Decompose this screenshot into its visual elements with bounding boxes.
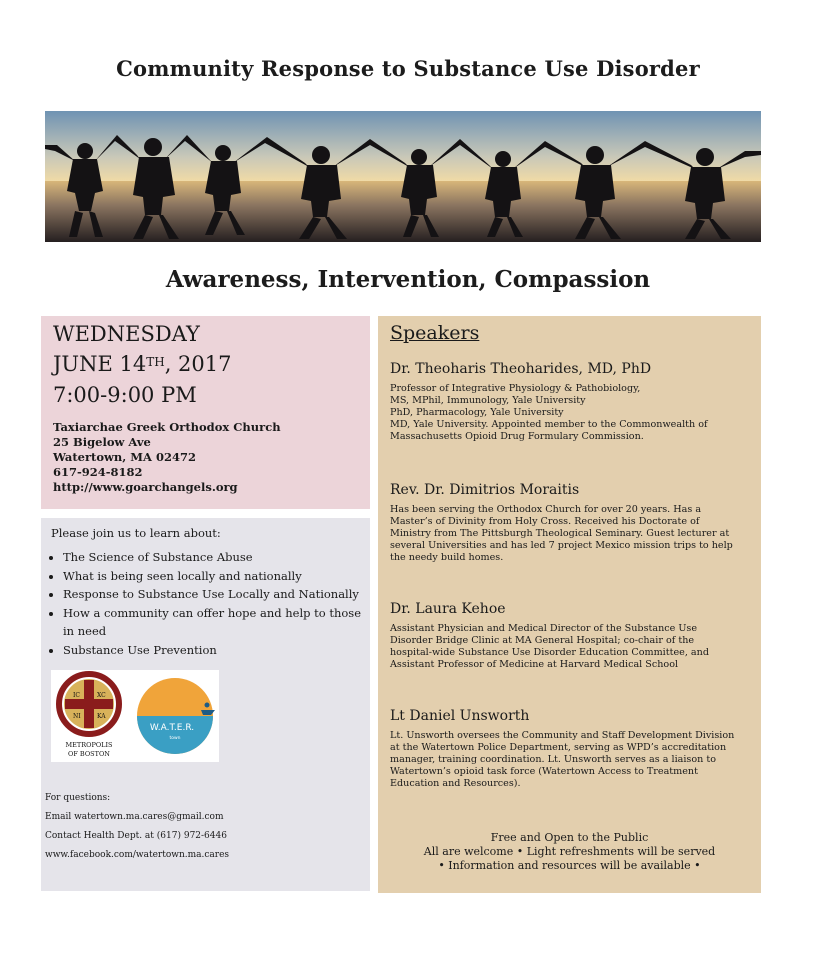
venue-phone: 617-924-8182 — [53, 465, 143, 479]
page-title: Community Response to Substance Use Disorder — [116, 56, 700, 81]
speaker-bio: Assistant Physician and Medical Director of the Substance Use Disorder Bridge Clinic at MA General Hospital; co-chair of the hospital-wide Substance Use Disorder Education Committee, and Assistant Professor of Medicine at Harvard Medical School — [390, 623, 709, 670]
contact-info — [45, 789, 229, 865]
event-details — [41, 316, 370, 509]
venue-street: 25 Bigelow Ave — [53, 435, 151, 449]
speaker-name: Rev. Dr. Dimitrios Moraitis — [390, 482, 580, 498]
svg-text:OF BOSTON: OF BOSTON — [68, 750, 110, 758]
venue-name: Taxiarchae Greek Orthodox Church — [53, 420, 281, 434]
event-day: WEDNESDAY — [53, 322, 200, 346]
water-logo-icon — [137, 678, 215, 754]
venue-address — [53, 420, 281, 495]
contact-email[interactable]: Email watertown.ma.cares@gmail.com — [45, 812, 224, 822]
speaker-bio: Has been serving the Orthodox Church for over 20 years. Has a Master’s of Divinity from Holy Cross. Received his Doctorate of Ministry from The Pittsburgh Theological Seminary. Guest lecturer at several Universities and has led 7 project Mexico mission trips to help the needy build homes. — [390, 504, 733, 563]
learn-about-panel — [41, 518, 370, 891]
svg-text:KA: KA — [97, 713, 106, 720]
speaker-moraitis — [390, 482, 752, 564]
list-item: • Substance Use Prevention — [63, 641, 363, 660]
svg-text:NI: NI — [73, 713, 81, 720]
list-item: • What is being seen locally and nationally — [63, 567, 363, 586]
speakers-heading: Speakers — [390, 322, 480, 344]
svg-text:XC: XC — [97, 692, 106, 699]
svg-text:IC: IC — [73, 692, 80, 699]
contact-heading: For questions: — [45, 793, 111, 803]
speaker-kehoe — [390, 601, 752, 671]
event-footer: Free and Open to the Public All are welcome • Light refreshments will be served • Information and resources will be available • — [423, 831, 716, 872]
event-time: 7:00-9:00 PM — [53, 383, 197, 407]
contact-facebook[interactable]: www.facebook.com/watertown.ma.cares — [45, 850, 230, 860]
speaker-bio: Lt. Unsworth oversees the Community and Staff Development Division at the Watertown Police Department, serving as WPD’s accreditation manager, training coordination. Lt. Unsworth serves as a liaison to Watertown’s opioid task force (Watertown Access to Treatment Education and Resources). — [390, 730, 735, 789]
metropolis-of-boston-seal-icon — [51, 670, 219, 762]
list-item: • The Science of Substance Abuse — [63, 548, 363, 567]
venue-city: Watertown, MA 02472 — [53, 450, 196, 464]
speaker-theoharides — [390, 361, 752, 443]
topic-list — [49, 548, 363, 659]
learn-intro: Please join us to learn about: — [51, 526, 221, 540]
speaker-bio: Professor of Integrative Physiology & Pathobiology, MS, MPhil, Immunology, Yale University PhD, Pharmacology, Yale University MD, Yale University. Appointed member to the Commonwealth of Massachusetts Opioid Drug Formulary Commission. — [390, 383, 708, 442]
banner-photo — [45, 111, 761, 242]
event-date: JUNE 14TH, 2017 — [53, 352, 232, 376]
svg-text:town: town — [169, 736, 181, 741]
list-item: • How a community can offer hope and help to those in need — [63, 604, 363, 641]
svg-text:W.A.T.E.R.: W.A.T.E.R. — [149, 723, 195, 733]
sponsor-logos — [51, 670, 219, 762]
list-item: • Response to Substance Use Locally and Nationally — [63, 585, 363, 604]
venue-website: http://www.goarchangels.org — [53, 480, 238, 494]
speaker-name: Dr. Theoharis Theoharides, MD, PhD — [390, 361, 652, 377]
speaker-name: Dr. Laura Kehoe — [390, 601, 506, 617]
speaker-unsworth — [390, 708, 752, 790]
contact-phone: Contact Health Dept. at (617) 972-6446 — [45, 831, 227, 841]
svg-text:METROPOLIS: METROPOLIS — [65, 741, 113, 749]
speakers-panel — [378, 316, 761, 893]
page-subtitle: Awareness, Intervention, Compassion — [165, 266, 651, 293]
speaker-name: Lt Daniel Unsworth — [390, 708, 530, 724]
